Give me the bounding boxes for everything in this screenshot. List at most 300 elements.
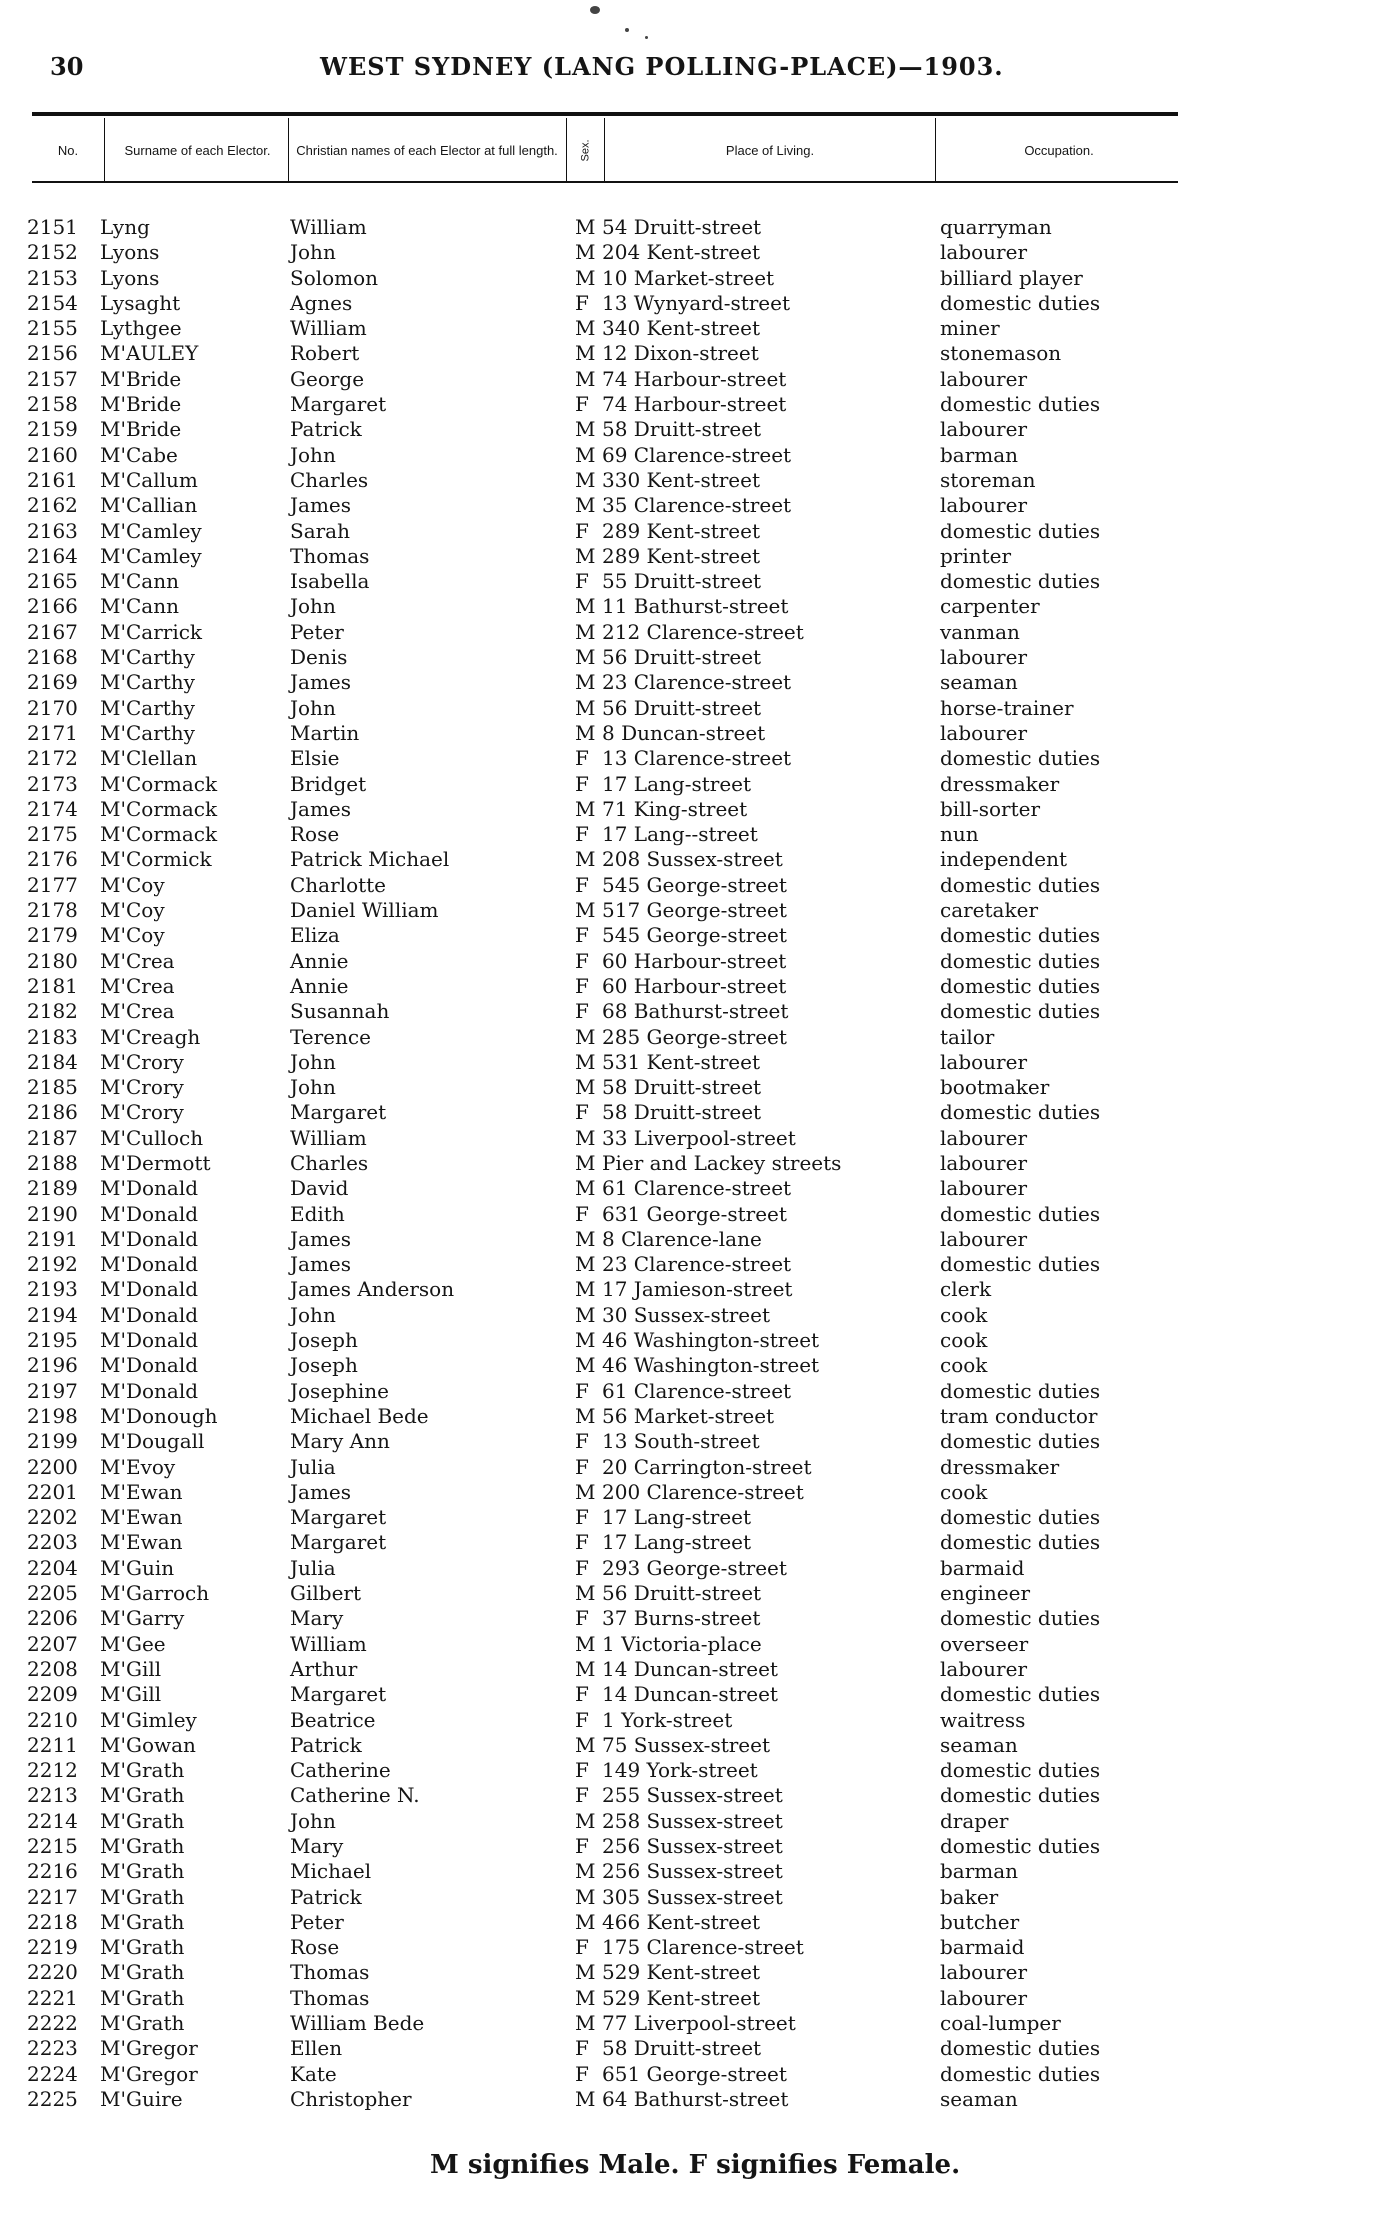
table-row [0, 822, 1382, 847]
elector-place-of-living: 256 Sussex-street [602, 1834, 783, 1858]
elector-number: 2162 [27, 493, 78, 518]
elector-surname: M'Donald [100, 1302, 199, 1327]
column-header-sex-label: Sex. [579, 138, 592, 162]
table-row [0, 645, 1382, 670]
elector-occupation: domestic duties [940, 1252, 1101, 1277]
elector-occupation: labourer [940, 1049, 1028, 1074]
elector-sex: M [575, 1808, 596, 1833]
elector-sex: M [575, 1353, 596, 1378]
elector-sex: M [575, 1403, 596, 1428]
table-row [0, 772, 1382, 797]
elector-place-of-living: 17 Jamieson-street [602, 1277, 793, 1302]
elector-christian-names: John [290, 594, 336, 619]
elector-sex: M [575, 695, 596, 720]
elector-number: 2225 [27, 2086, 78, 2111]
print-speck [645, 36, 648, 39]
elector-place-of-living: 30 Sussex-street [602, 1302, 771, 1327]
elector-surname: M'Carthy [100, 670, 195, 695]
elector-occupation: nun [940, 822, 979, 847]
elector-number: 2200 [27, 1454, 78, 1479]
elector-sex: M [575, 898, 596, 923]
elector-surname: M'Creagh [100, 1024, 201, 1049]
elector-occupation: horse-trainer [940, 695, 1074, 720]
elector-surname: Lyons [100, 265, 160, 290]
elector-number: 2165 [27, 569, 78, 594]
elector-christian-names: Annie [290, 948, 349, 973]
elector-sex: F [575, 746, 589, 771]
elector-number: 2202 [27, 1505, 78, 1530]
elector-christian-names: Margaret [290, 1100, 387, 1125]
table-row [0, 1480, 1382, 1505]
elector-sex: M [575, 467, 596, 492]
elector-surname: M'Grath [100, 1935, 185, 1960]
elector-christian-names: Julia [290, 1555, 336, 1580]
elector-surname: M'Ewan [100, 1530, 183, 1555]
elector-occupation: tram conductor [940, 1403, 1098, 1428]
elector-occupation: seaman [940, 2086, 1018, 2111]
elector-place-of-living: 11 Bathurst-street [602, 594, 789, 619]
elector-christian-names: John [290, 240, 336, 265]
table-row [0, 1859, 1382, 1884]
elector-place-of-living: 651 George-street [602, 2061, 787, 2086]
elector-number: 2217 [27, 1884, 78, 1909]
elector-number: 2158 [27, 392, 78, 417]
elector-place-of-living: 517 George-street [602, 898, 787, 923]
elector-place-of-living: 71 King-street [602, 796, 748, 821]
elector-sex: F [575, 2061, 589, 2086]
elector-place-of-living: 631 George-street [602, 1201, 787, 1226]
elector-surname: M'Coy [100, 872, 165, 897]
column-divider [104, 118, 105, 181]
elector-occupation: coal-lumper [940, 2011, 1061, 2036]
column-divider [604, 118, 605, 181]
elector-occupation: stonemason [940, 341, 1062, 366]
table-row [0, 1455, 1382, 1480]
elector-sex: M [575, 1479, 596, 1504]
table-row [0, 1025, 1382, 1050]
elector-place-of-living: 17 Lang-street [602, 1505, 752, 1530]
table-row [0, 594, 1382, 619]
elector-christian-names: James [290, 796, 352, 821]
column-divider [566, 118, 567, 181]
elector-sex: M [575, 1075, 596, 1100]
elector-number: 2211 [27, 1732, 78, 1757]
elector-place-of-living: 56 Druitt-street [602, 1581, 762, 1606]
elector-occupation: draper [940, 1808, 1009, 1833]
elector-number: 2199 [27, 1429, 78, 1454]
elector-number: 2210 [27, 1707, 78, 1732]
elector-surname: Lyng [100, 215, 150, 239]
elector-surname: M'Culloch [100, 1125, 204, 1150]
elector-number: 2167 [27, 619, 78, 644]
elector-occupation: domestic duties [940, 923, 1101, 948]
elector-sex: F [575, 1100, 589, 1125]
elector-sex: M [575, 1277, 596, 1302]
table-row [0, 1809, 1382, 1834]
elector-place-of-living: 255 Sussex-street [602, 1783, 783, 1808]
elector-surname: M'Ewan [100, 1479, 183, 1504]
elector-occupation: bootmaker [940, 1075, 1050, 1100]
elector-number: 2191 [27, 1226, 78, 1251]
elector-place-of-living: 23 Clarence-street [602, 1252, 792, 1277]
elector-occupation: billiard player [940, 265, 1083, 290]
elector-surname: M'Grath [100, 1884, 185, 1909]
elector-christian-names: James [290, 1252, 352, 1277]
elector-sex: F [575, 822, 589, 847]
elector-sex: F [575, 290, 589, 315]
elector-number: 2188 [27, 1150, 78, 1175]
elector-christian-names: Rose [290, 822, 340, 847]
elector-christian-names: Thomas [290, 1985, 370, 2010]
elector-place-of-living: 23 Clarence-street [602, 670, 792, 695]
table-row [0, 1429, 1382, 1454]
elector-surname: M'Clellan [100, 746, 198, 771]
elector-place-of-living: 1 Victoria-place [602, 1631, 762, 1656]
elector-occupation: dressmaker [940, 1454, 1060, 1479]
elector-place-of-living: 77 Liverpool-street [602, 2011, 796, 2036]
elector-christian-names: John [290, 1049, 336, 1074]
elector-sex: F [575, 923, 589, 948]
elector-sex: M [575, 1226, 596, 1251]
elector-place-of-living: 58 Druitt-street [602, 1100, 762, 1125]
elector-occupation: domestic duties [940, 2036, 1101, 2061]
elector-sex: M [575, 1176, 596, 1201]
elector-surname: M'Grath [100, 1834, 185, 1858]
elector-number: 2170 [27, 695, 78, 720]
elector-occupation: domestic duties [940, 1758, 1101, 1783]
elector-christian-names: Peter [290, 1909, 344, 1934]
elector-sex: M [575, 619, 596, 644]
elector-number: 2201 [27, 1479, 78, 1504]
elector-christian-names: John [290, 1075, 336, 1100]
elector-surname: M'Crea [100, 973, 175, 998]
elector-occupation: barman [940, 442, 1019, 467]
elector-sex: F [575, 1935, 589, 1960]
elector-surname: M'Donald [100, 1328, 199, 1353]
elector-place-of-living: 20 Carrington-street [602, 1454, 812, 1479]
elector-surname: M'Bride [100, 417, 182, 442]
elector-christian-names: Joseph [290, 1353, 358, 1378]
table-row [0, 1379, 1382, 1404]
elector-occupation: labourer [940, 645, 1028, 670]
elector-number: 2222 [27, 2011, 78, 2036]
elector-christian-names: Susannah [290, 999, 390, 1024]
table-row [0, 949, 1382, 974]
elector-surname: M'Coy [100, 923, 165, 948]
elector-number: 2153 [27, 265, 78, 290]
elector-surname: M'Carthy [100, 645, 195, 670]
elector-christian-names: Denis [290, 645, 348, 670]
table-row [0, 2036, 1382, 2061]
elector-surname: M'Donald [100, 1176, 199, 1201]
elector-surname: M'Donough [100, 1403, 218, 1428]
elector-occupation: cook [940, 1353, 988, 1378]
elector-occupation: independent [940, 847, 1067, 872]
elector-number: 2163 [27, 518, 78, 543]
elector-occupation: labourer [940, 1656, 1028, 1681]
table-row [0, 1530, 1382, 1555]
column-divider [288, 118, 289, 181]
elector-occupation: labourer [940, 366, 1028, 391]
elector-sex: M [575, 1732, 596, 1757]
table-row [0, 519, 1382, 544]
elector-christian-names: Daniel William [290, 898, 439, 923]
column-divider [935, 118, 936, 181]
elector-sex: F [575, 1682, 589, 1707]
table-row [0, 1303, 1382, 1328]
elector-christian-names: Patrick [290, 1732, 362, 1757]
elector-occupation: miner [940, 316, 1000, 341]
table-row [0, 2011, 1382, 2036]
elector-place-of-living: 17 Lang-street [602, 1530, 752, 1555]
elector-christian-names: John [290, 695, 336, 720]
table-row [0, 847, 1382, 872]
elector-place-of-living: 12 Dixon-street [602, 341, 759, 366]
elector-christian-names: James [290, 493, 352, 518]
elector-sex: F [575, 569, 589, 594]
elector-occupation: labourer [940, 1176, 1028, 1201]
elector-number: 2221 [27, 1985, 78, 2010]
elector-surname: M'Cormack [100, 822, 218, 847]
elector-place-of-living: 13 Wynyard-street [602, 290, 791, 315]
elector-christian-names: Mary Ann [290, 1429, 390, 1454]
elector-christian-names: Eliza [290, 923, 340, 948]
elector-number: 2152 [27, 240, 78, 265]
elector-christian-names: Terence [290, 1024, 371, 1049]
elector-christian-names: James [290, 1479, 352, 1504]
elector-sex: F [575, 771, 589, 796]
elector-surname: M'Grath [100, 1758, 185, 1783]
elector-number: 2155 [27, 316, 78, 341]
elector-occupation: domestic duties [940, 746, 1101, 771]
elector-place-of-living: 212 Clarence-street [602, 619, 804, 644]
elector-sex: M [575, 1024, 596, 1049]
elector-number: 2189 [27, 1176, 78, 1201]
elector-christian-names: Sarah [290, 518, 350, 543]
table-row [0, 873, 1382, 898]
elector-occupation: butcher [940, 1909, 1020, 1934]
elector-surname: M'AULEY [100, 341, 199, 366]
elector-place-of-living: 293 George-street [602, 1555, 787, 1580]
table-row [0, 443, 1382, 468]
table-row [0, 1050, 1382, 1075]
elector-sex: F [575, 392, 589, 417]
table-row [0, 923, 1382, 948]
column-header-occupation: Occupation. [1024, 142, 1094, 158]
elector-christian-names: Margaret [290, 1682, 387, 1707]
elector-christian-names: George [290, 366, 365, 391]
elector-sex: M [575, 670, 596, 695]
elector-surname: M'Bride [100, 366, 182, 391]
elector-sex: M [575, 2086, 596, 2111]
elector-sex: M [575, 1884, 596, 1909]
table-row [0, 1126, 1382, 1151]
elector-number: 2197 [27, 1378, 78, 1403]
table-row [0, 1960, 1382, 1985]
elector-number: 2207 [27, 1631, 78, 1656]
elector-sex: M [575, 1302, 596, 1327]
elector-number: 2174 [27, 796, 78, 821]
elector-place-of-living: 55 Druitt-street [602, 569, 762, 594]
elector-number: 2209 [27, 1682, 78, 1707]
elector-place-of-living: 56 Market-street [602, 1403, 775, 1428]
elector-place-of-living: 61 Clarence-street [602, 1176, 792, 1201]
page-title: WEST SYDNEY (LANG POLLING-PLACE)—1903. [320, 52, 1004, 81]
table-row [0, 721, 1382, 746]
elector-christian-names: Michael [290, 1859, 372, 1884]
table-row [0, 1075, 1382, 1100]
elector-surname: M'Callum [100, 467, 198, 492]
elector-sex: M [575, 215, 596, 239]
elector-place-of-living: 61 Clarence-street [602, 1378, 792, 1403]
elector-place-of-living: 58 Druitt-street [602, 2036, 762, 2061]
elector-number: 2198 [27, 1403, 78, 1428]
elector-place-of-living: 8 Clarence-lane [602, 1226, 762, 1251]
elector-surname: M'Carrick [100, 619, 203, 644]
elector-christian-names: Arthur [290, 1656, 358, 1681]
elector-occupation: domestic duties [940, 1530, 1101, 1555]
elector-place-of-living: 204 Kent-street [602, 240, 761, 265]
elector-occupation: domestic duties [940, 290, 1101, 315]
elector-place-of-living: 54 Druitt-street [602, 215, 762, 239]
elector-list [0, 215, 1382, 2112]
elector-place-of-living: 10 Market-street [602, 265, 775, 290]
elector-number: 2208 [27, 1656, 78, 1681]
elector-surname: M'Grath [100, 1808, 185, 1833]
elector-occupation: waitress [940, 1707, 1026, 1732]
column-header-no: No. [57, 142, 79, 158]
table-row [0, 797, 1382, 822]
table-row [0, 1733, 1382, 1758]
table-row [0, 620, 1382, 645]
elector-sex: F [575, 973, 589, 998]
elector-occupation: clerk [940, 1277, 992, 1302]
elector-occupation: labourer [940, 493, 1028, 518]
elector-surname: M'Guire [100, 2086, 183, 2111]
elector-surname: M'Grath [100, 1909, 185, 1934]
elector-place-of-living: 529 Kent-street [602, 1985, 761, 2010]
elector-sex: M [575, 240, 596, 265]
elector-occupation: domestic duties [940, 518, 1101, 543]
elector-occupation: domestic duties [940, 1783, 1101, 1808]
elector-number: 2219 [27, 1935, 78, 1960]
elector-sex: F [575, 1201, 589, 1226]
elector-christian-names: Annie [290, 973, 349, 998]
elector-place-of-living: 289 Kent-street [602, 518, 761, 543]
print-speck [625, 28, 629, 32]
table-row [0, 215, 1382, 240]
elector-occupation: labourer [940, 1125, 1028, 1150]
table-row [0, 696, 1382, 721]
table-row [0, 2062, 1382, 2087]
elector-christian-names: William Bede [290, 2011, 425, 2036]
elector-number: 2185 [27, 1075, 78, 1100]
elector-surname: M'Evoy [100, 1454, 176, 1479]
elector-number: 2223 [27, 2036, 78, 2061]
elector-surname: M'Gregor [100, 2036, 198, 2061]
elector-christian-names: Thomas [290, 543, 370, 568]
elector-occupation: labourer [940, 240, 1028, 265]
elector-surname: M'Grath [100, 1859, 185, 1884]
elector-christian-names: William [290, 316, 367, 341]
elector-place-of-living: 46 Washington-street [602, 1353, 820, 1378]
elector-christian-names: Rose [290, 1935, 340, 1960]
elector-occupation: domestic duties [940, 1834, 1101, 1858]
elector-christian-names: Charles [290, 1150, 369, 1175]
elector-surname: M'Ewan [100, 1505, 183, 1530]
table-row [0, 999, 1382, 1024]
elector-sex: F [575, 1505, 589, 1530]
elector-occupation: dressmaker [940, 771, 1060, 796]
elector-place-of-living: 56 Druitt-street [602, 695, 762, 720]
elector-number: 2182 [27, 999, 78, 1024]
elector-christian-names: Agnes [290, 290, 353, 315]
elector-place-of-living: 58 Druitt-street [602, 1075, 762, 1100]
elector-number: 2220 [27, 1960, 78, 1985]
elector-place-of-living: 69 Clarence-street [602, 442, 792, 467]
elector-surname: M'Carthy [100, 695, 195, 720]
elector-sex: F [575, 1530, 589, 1555]
elector-surname: Lyons [100, 240, 160, 265]
table-row [0, 1151, 1382, 1176]
elector-surname: M'Donald [100, 1201, 199, 1226]
elector-sex: M [575, 1985, 596, 2010]
elector-number: 2183 [27, 1024, 78, 1049]
elector-surname: M'Carthy [100, 720, 195, 745]
elector-place-of-living: 208 Sussex-street [602, 847, 783, 872]
elector-sex: F [575, 1429, 589, 1454]
elector-christian-names: Ellen [290, 2036, 343, 2061]
elector-occupation: domestic duties [940, 1606, 1101, 1631]
table-row [0, 1556, 1382, 1581]
elector-place-of-living: 529 Kent-street [602, 1960, 761, 1985]
elector-number: 2177 [27, 872, 78, 897]
elector-christian-names: Josephine [290, 1378, 389, 1403]
elector-sex: F [575, 999, 589, 1024]
elector-christian-names: William [290, 215, 367, 239]
elector-number: 2194 [27, 1302, 78, 1327]
table-row [0, 1202, 1382, 1227]
elector-surname: M'Guin [100, 1555, 175, 1580]
elector-christian-names: Kate [290, 2061, 337, 2086]
elector-christian-names: Margaret [290, 1505, 387, 1530]
table-row [0, 1708, 1382, 1733]
table-row [0, 291, 1382, 316]
elector-sex: M [575, 442, 596, 467]
elector-place-of-living: 46 Washington-street [602, 1328, 820, 1353]
elector-number: 2151 [27, 215, 78, 239]
elector-place-of-living: 17 Lang--street [602, 822, 758, 847]
elector-christian-names: Catherine [290, 1758, 391, 1783]
elector-occupation: quarryman [940, 215, 1052, 239]
header-rule-top [32, 112, 1178, 116]
table-row [0, 1758, 1382, 1783]
elector-occupation: domestic duties [940, 1378, 1101, 1403]
table-row [0, 392, 1382, 417]
table-row [0, 1227, 1382, 1252]
elector-sex: M [575, 1150, 596, 1175]
elector-sex: M [575, 1328, 596, 1353]
elector-place-of-living: 17 Lang-street [602, 771, 752, 796]
elector-number: 2184 [27, 1049, 78, 1074]
elector-christian-names: Michael Bede [290, 1403, 429, 1428]
elector-place-of-living: 68 Bathurst-street [602, 999, 789, 1024]
elector-number: 2215 [27, 1834, 78, 1858]
elector-sex: M [575, 1859, 596, 1884]
elector-surname: M'Gregor [100, 2061, 198, 2086]
elector-place-of-living: 285 George-street [602, 1024, 787, 1049]
elector-surname: M'Gimley [100, 1707, 197, 1732]
